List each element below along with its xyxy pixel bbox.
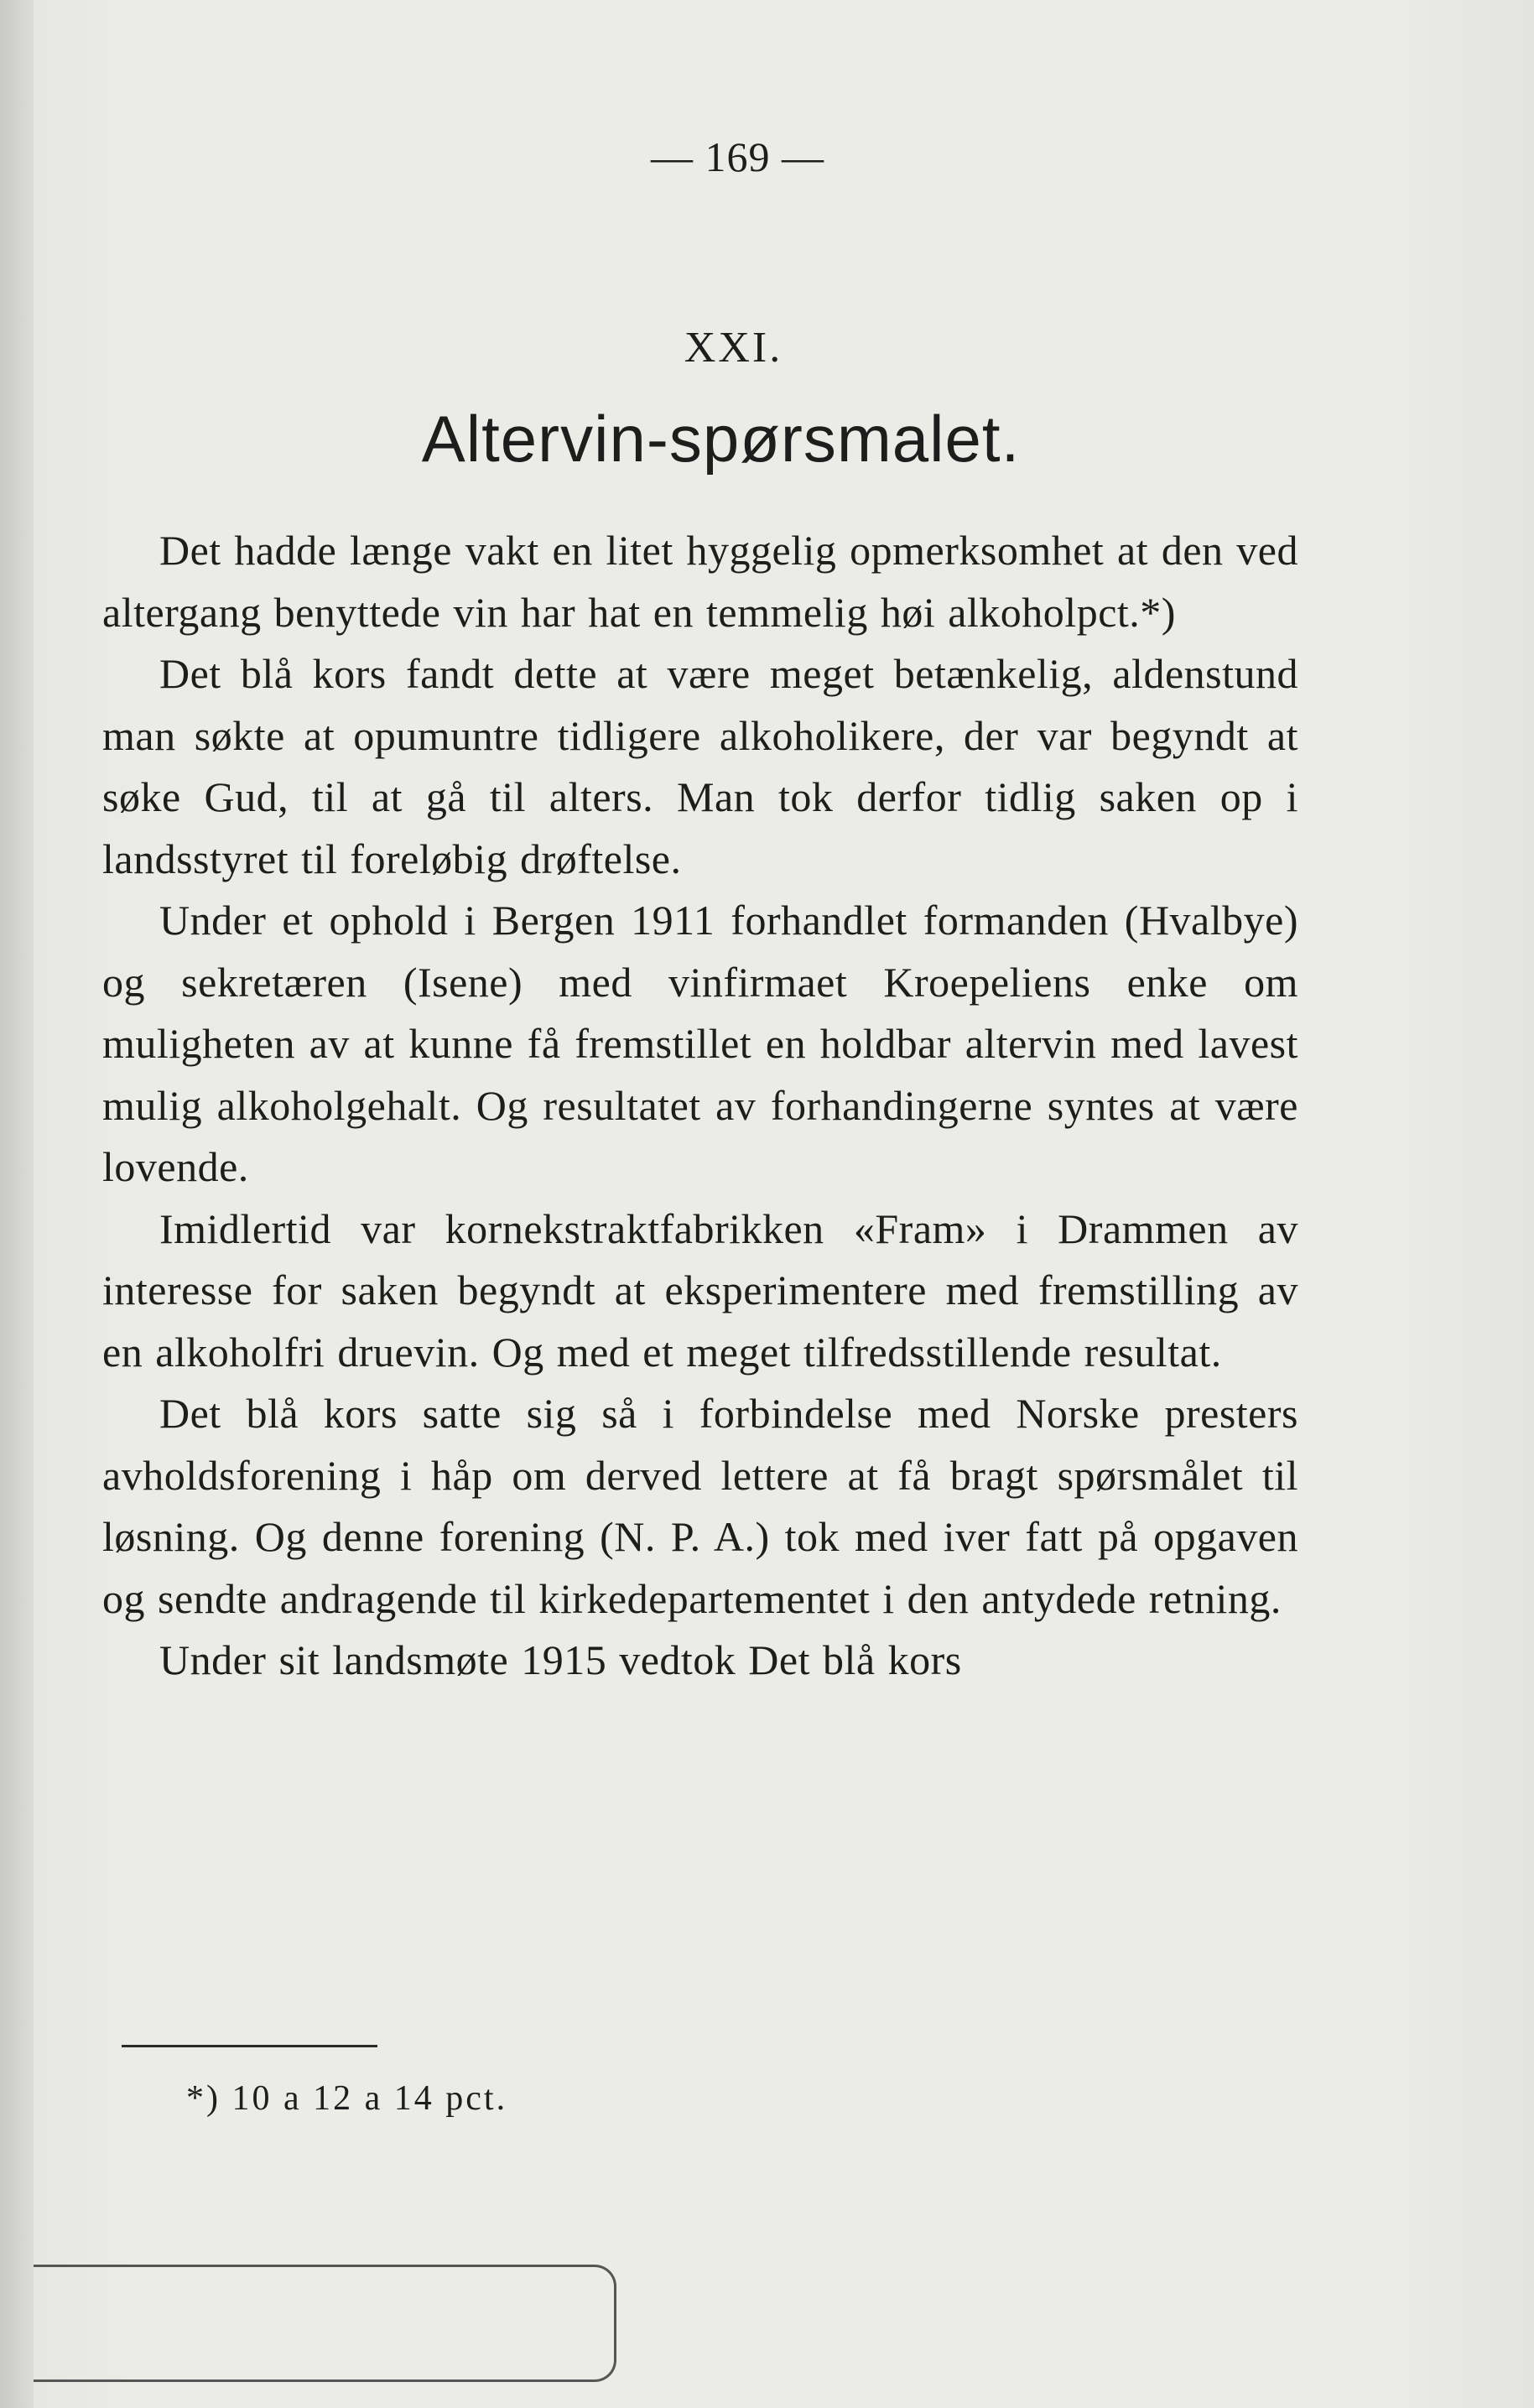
paragraph: Imidlertid var kornekstraktfabrikken «Fram» i Drammen av interesse for saken begyndt at eksperimentere med fremstilling av en alkoholfri druevin. Og med et meget tilfredsstillende resultat.: [102, 1204, 1298, 1376]
bottom-bracket-mark: [34, 2265, 616, 2382]
paragraph: Det blå kors satte sig så i forbindelse med Norske presters avholdsforening i håp om derved lettere at få bragt spørsmålet til løsning. Og denne forening (N. P. A.) tok med iver fatt på opgaven og sendte andragende til kirkedepartementet i den antydede retning.: [102, 1390, 1298, 1622]
page-number: — 169 —: [651, 133, 824, 180]
paragraph: Det hadde længe vakt en litet hyggelig opmerksomhet at den ved altergang benyttede vin har hat en temmelig høi alkoholpct.*): [102, 527, 1298, 636]
footnote-divider: [122, 2045, 377, 2047]
paragraph: Under et ophold i Bergen 1911 forhandlet formanden (Hvalbye) og sekretæren (Isene) med vinfirmaet Kroepeliens enke om muligheten av at kunne få fremstillet en holdbar altervin med lavest mulig alkoholgehalt. Og resultatet av forhandingerne syntes at være lovende.: [102, 897, 1298, 1190]
footnote: *) 10 a 12 a 14 pct.: [186, 2079, 508, 2118]
body-text: [102, 520, 1298, 1692]
paragraph: Det blå kors fandt dette at være meget betænkelig, aldenstund man søkte at opumuntre tidligere alkoholikere, der var begyndt at søke Gud, til at gå til alters. Man tok derfor tidlig saken op i landsstyret til foreløbig drøftelse.: [102, 650, 1298, 882]
paragraph: Under sit landsmøte 1915 vedtok Det blå kors: [159, 1636, 962, 1683]
chapter-title: Altervin-spørsmalet.: [421, 402, 1021, 476]
chapter-number: XXI.: [684, 324, 783, 372]
